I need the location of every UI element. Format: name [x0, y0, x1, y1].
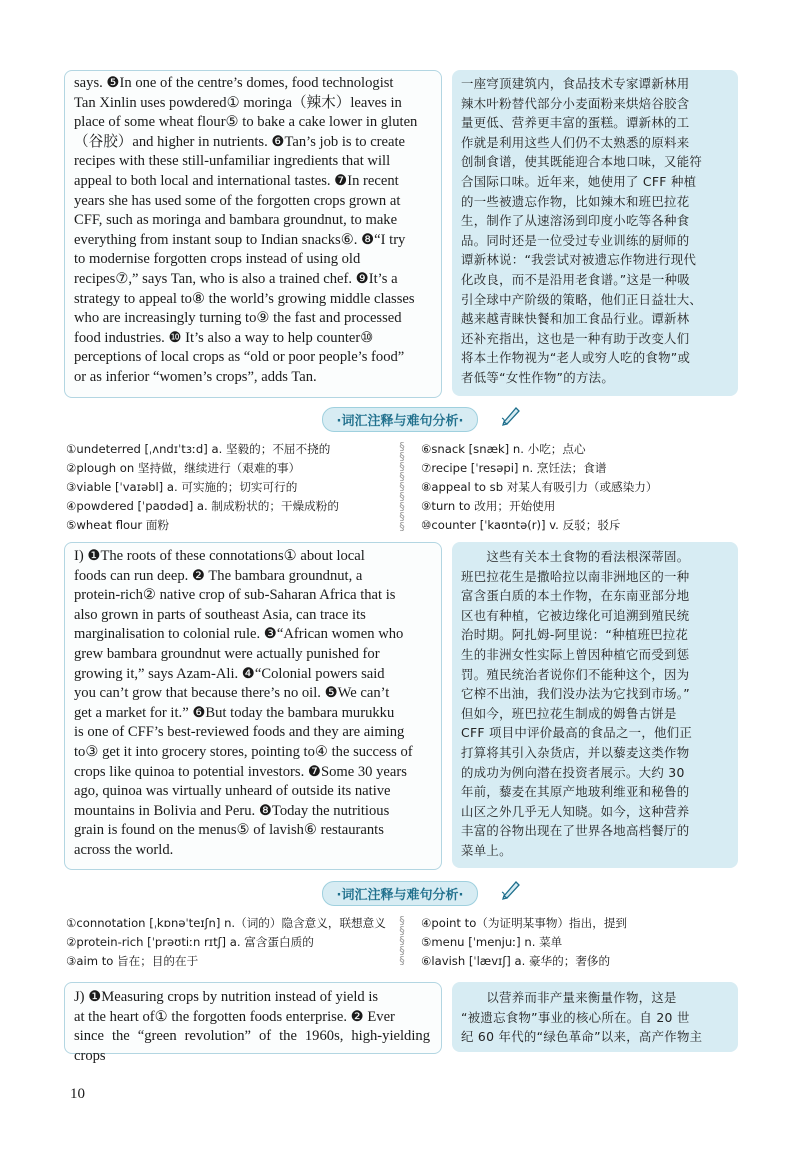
vocab-item: ⑥lavish [ˈlævɪʃ] a. 豪华的；奢侈的 — [421, 954, 611, 968]
text-line: 将本土作物视为“老人或穷人吃的食物”或 — [461, 350, 691, 366]
text-line: to modernise forgotten crops instead of using old — [74, 251, 361, 268]
text-line: 以营养而非产量来衡量作物，这是 — [461, 990, 677, 1005]
vocab-banner-1 — [300, 406, 500, 432]
text-line: CFF 项目中评价最高的食品之一，他们正 — [461, 725, 693, 741]
text-line: to③ get it into grocery stores, pointing to④ the success of — [74, 743, 413, 760]
text-line: 品。同时还是一位受过专业训练的厨师的 — [461, 232, 690, 248]
text-line: 生的非洲女性实际上曾因种植它而受到惩 — [461, 646, 690, 662]
text-line: crops like quinoa to potential investors. ❼Some 30 years — [74, 763, 407, 780]
text-line: is one of CFF’s best-reviewed foods and they are aiming — [74, 724, 405, 741]
text-line: or as inferior “women’s crops”, adds Tan. — [74, 368, 317, 385]
text-line: place of some wheat flour⑤ to bake a cake lower in gluten — [74, 114, 418, 131]
text-line: 作就是利用这些人们仍不太熟悉的原料来 — [461, 134, 690, 150]
passage-english-2 — [74, 547, 430, 861]
spiral-divider: § § § § § § § § § — [399, 440, 405, 533]
text-line: 纪 60 年代的“绿色革命”以来，高产作物主 — [461, 1029, 703, 1045]
text-line: get a market for it.” ❻But today the bambara murukku — [74, 704, 395, 721]
text-line: years she has used some of the forgotten crops grown at — [74, 192, 401, 209]
text-line: 治时期。阿扎姆-阿里说：“种植班巴拉花 — [461, 627, 689, 643]
text-line: says. ❺In one of the centre’s domes, food technologist — [74, 75, 394, 91]
passage-chinese-2 — [461, 547, 731, 861]
text-line: 打算将其引入杂货店，并以藜麦这类作物 — [461, 744, 690, 760]
vocab-item: ⑩counter [ˈkaʊntə(r)] v. 反驳；驳斥 — [421, 518, 621, 532]
vocab-item: ①connotation [ˌkɒnəˈteɪʃn] n.（词的）隐含意义，联想意义 — [66, 916, 386, 930]
text-line: who are increasingly turning to⑨ the fast and processed — [74, 310, 402, 327]
text-line: 丰富的谷物出现在了世界各地高档餐厅的 — [461, 823, 690, 839]
passage-english-1 — [74, 74, 430, 388]
text-line: 的一些被遗忘作物，比如辣木和班巴拉花 — [461, 193, 690, 209]
text-line: 的成功为例向潜在投资者展示。大约 30 — [461, 764, 685, 780]
text-line: everything from instant soup to Indian snacks⑥. ❽“I try — [74, 231, 406, 248]
text-line: 它榨不出油，我们没办法为它找到市场。” — [461, 686, 690, 702]
text-line: strategy to appeal to⑧ the world’s growing middle classes — [74, 290, 415, 307]
text-line: growing it,” says Azam-Ali. ❹“Colonial powers said — [74, 665, 385, 682]
vocab-list-left-1 — [66, 440, 392, 535]
text-line: food industries. ❿ It’s also a way to help counter⑩ — [74, 329, 374, 346]
vocab-item: ③viable [ˈvaɪəbl] a. 可实施的；切实可行的 — [66, 480, 298, 494]
vocab-item: ③aim to 旨在；目的在于 — [66, 954, 199, 968]
text-line: I) ❶The roots of these connotations① about local — [74, 548, 365, 564]
text-line: 这些有关本土食物的看法根深蒂固。 — [461, 549, 690, 564]
vocab-banner-label: ·词汇注释与难句分析· — [322, 407, 479, 432]
text-line: （谷胶）and higher in nutrients. ❻Tan’s job is to create — [74, 133, 406, 150]
text-line: 富含蛋白质的本土作物，在东南亚部分地 — [461, 588, 690, 604]
text-line: 山区之外几乎无人知晓。如今，这种营养 — [461, 803, 690, 819]
text-line: 班巴拉花生是撒哈拉以南非洲地区的一种 — [461, 568, 690, 584]
passage-english-3 — [74, 988, 430, 1066]
page-number: 10 — [70, 1086, 85, 1102]
text-line: 者低等“女性作物”的方法。 — [461, 369, 615, 385]
text-line: since the “green revolution” of the 1960s, high-yielding crops — [74, 1028, 430, 1064]
text-line: appeal to both local and international tastes. ❼In recent — [74, 172, 399, 189]
text-line: perceptions of local crops as “old or poor people’s food” — [74, 349, 405, 366]
vocab-item: ②plough on 坚持做，继续进行（艰难的事） — [66, 461, 301, 475]
text-line: marginalisation to colonial rule. ❸“African women who — [74, 626, 404, 643]
text-line: recipes⑦,” says Tan, who is also a trained chef. ❾It’s a — [74, 270, 398, 287]
text-line: 但如今，班巴拉花生制成的姆鲁古饼是 — [461, 705, 677, 721]
text-line: across the world. — [74, 841, 174, 858]
vocab-item: ①undeterred [ˌʌndɪˈtɜːd] a. 坚毅的；不屈不挠的 — [66, 442, 331, 456]
text-line: 谭新林说：“我尝试对被遗忘作物进行现代 — [461, 252, 697, 268]
vocab-banner-2 — [300, 880, 500, 906]
text-line: CFF, such as moringa and bambara groundnut, to make — [74, 212, 398, 229]
text-line: 区也有种植，它被边缘化可追溯到殖民统 — [461, 607, 690, 623]
text-line: J) ❶Measuring crops by nutrition instead of yield is — [74, 989, 379, 1005]
text-line: mountains in Bolivia and Peru. ❽Today the nutritious — [74, 802, 390, 819]
text-line: also grown in parts of southeast Asia, can trace its — [74, 606, 366, 623]
text-line: 罚。殖民统治者说你们不能种这个，因为 — [461, 666, 690, 682]
text-line: 还补充指出，这也是一种有助于改变人们 — [461, 330, 690, 346]
spiral-divider: § § § § § — [399, 914, 405, 967]
text-line: at the heart of① the forgotten foods enterprise. ❷ Ever — [74, 1008, 395, 1025]
text-line: 引全球中产阶级的策略，他们正日益壮大、 — [461, 291, 703, 307]
text-line: grain is found on the menus⑤ of lavish⑥ restaurants — [74, 822, 384, 839]
text-line: 创制食谱，使其既能迎合本地口味，又能符 — [461, 154, 703, 170]
vocab-item: ⑧appeal to sb 对某人有吸引力（或感染力） — [421, 480, 658, 494]
text-line: 菜单上。 — [461, 842, 512, 858]
text-line: protein-rich② native crop of sub-Saharan Africa that is — [74, 587, 396, 604]
pen-icon — [500, 404, 522, 426]
vocab-list-right-2 — [421, 914, 741, 971]
text-line: recipes with these still-unfamiliar ingredients that will — [74, 153, 391, 170]
text-line: 量更低、营养更丰富的蛋糕。谭新林的工 — [461, 115, 690, 131]
vocab-item: ⑨turn to 改用；开始使用 — [421, 499, 556, 513]
text-line: 合国际口味。近年来，她使用了 CFF 种植 — [461, 173, 697, 189]
text-line: foods can run deep. ❷ The bambara groundnut, a — [74, 567, 363, 584]
text-line: “被遗忘食物”事业的核心所在。自 20 世 — [461, 1009, 690, 1025]
vocab-item: ⑥snack [snæk] n. 小吃；点心 — [421, 442, 586, 456]
vocab-item: ⑤menu [ˈmenjuː] n. 菜单 — [421, 935, 563, 949]
vocab-list-right-1 — [421, 440, 741, 535]
text-line: you can’t grow that because there’s no oil. ❺We can’t — [74, 685, 390, 702]
text-line: ago, quinoa was virtually unheard of outside its native — [74, 783, 391, 800]
vocab-list-left-2 — [66, 914, 392, 971]
text-line: Tan Xinlin uses powdered① moringa（辣木）leaves in — [74, 94, 402, 111]
text-line: 辣木叶粉替代部分小麦面粉来烘焙谷胶含 — [461, 95, 690, 111]
text-line: 一座穹顶建筑内，食品技术专家谭新林用 — [461, 76, 690, 91]
text-line: grew bambara groundnut were actually punished for — [74, 645, 380, 662]
vocab-item: ⑦recipe [ˈresəpi] n. 烹饪法；食谱 — [421, 461, 607, 475]
text-line: 越来越青睐快餐和加工食品行业。谭新林 — [461, 311, 690, 327]
vocab-item: ②protein-rich [ˈprəʊtiːn rɪtʃ] a. 富含蛋白质的 — [66, 935, 314, 949]
passage-chinese-3 — [461, 988, 731, 1047]
vocab-item: ⑤wheat flour 面粉 — [66, 518, 170, 532]
text-line: 化改良，而不是沿用老食谱。”这是一种吸 — [461, 271, 690, 287]
pen-icon — [500, 878, 522, 900]
text-line: 生，制作了从速溶汤到印度小吃等各种食 — [461, 213, 690, 229]
passage-chinese-1 — [461, 74, 731, 388]
text-line: 年前，藜麦在其原产地玻利维亚和秘鲁的 — [461, 784, 690, 800]
vocab-item: ④powdered [ˈpaʊdəd] a. 制成粉状的；干燥成粉的 — [66, 499, 339, 513]
vocab-banner-label: ·词汇注释与难句分析· — [322, 881, 479, 906]
vocab-item: ④point to（为证明某事物）指出，提到 — [421, 916, 628, 930]
